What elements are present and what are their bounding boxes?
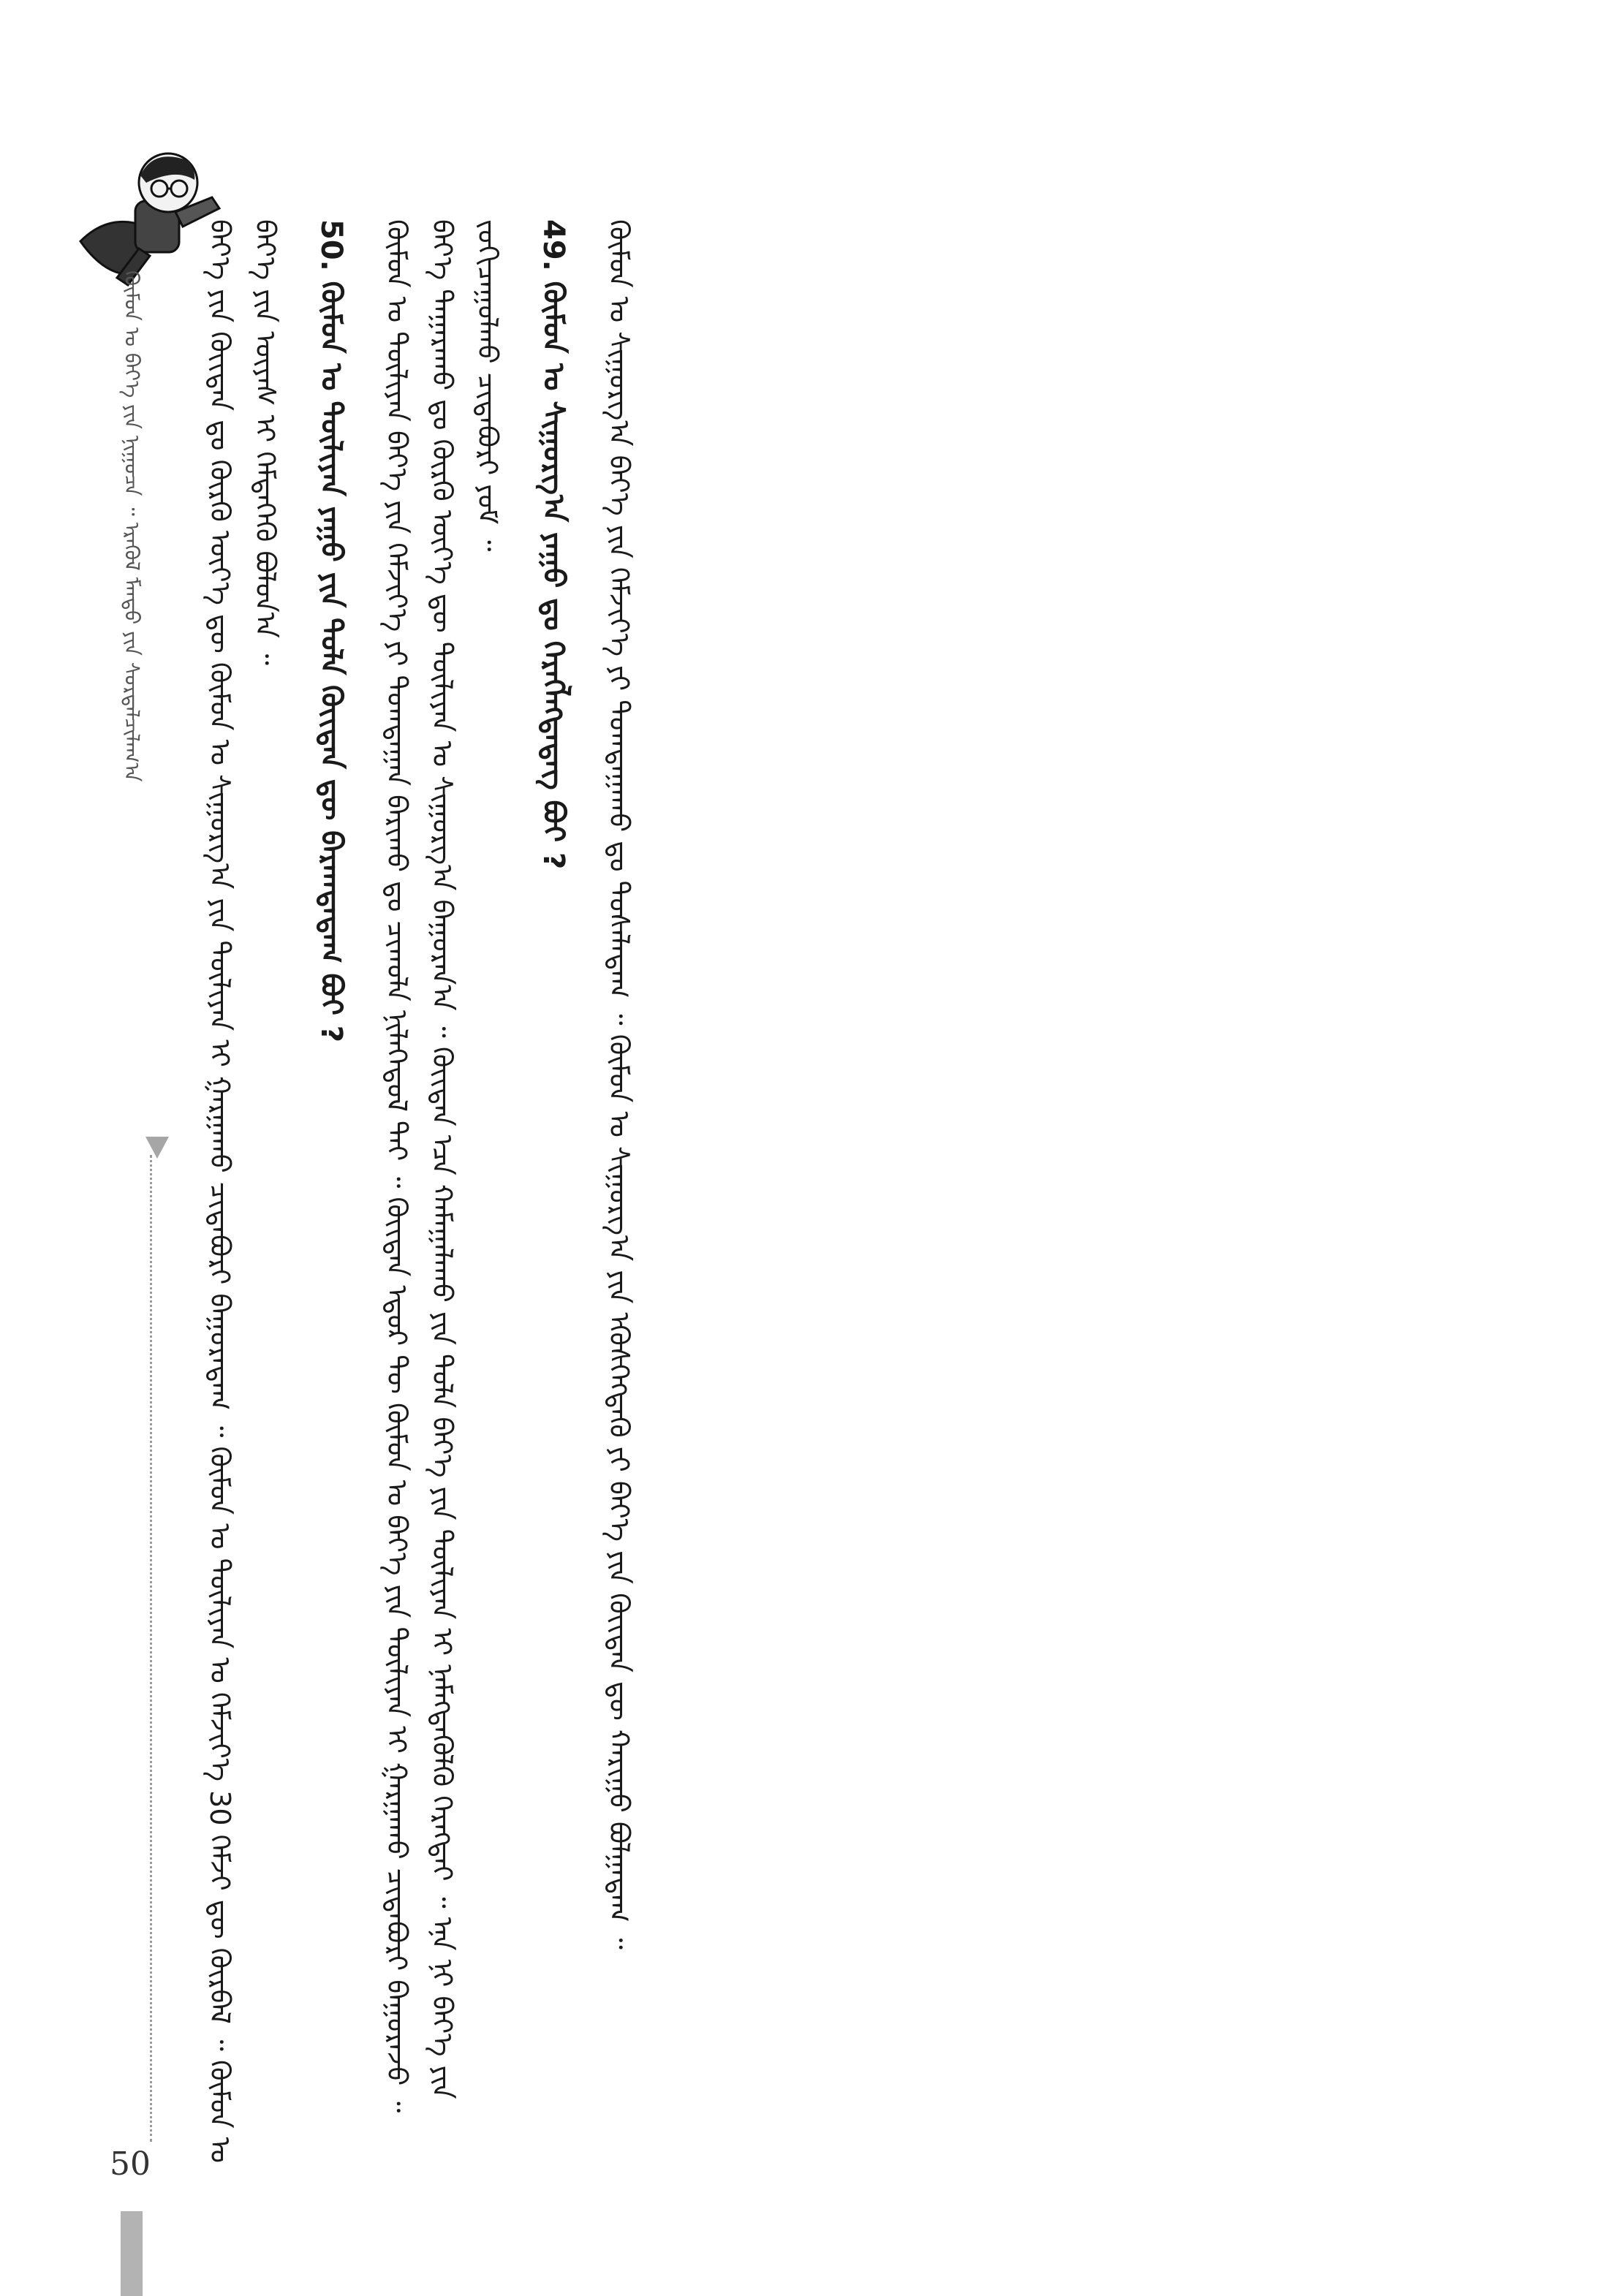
- main-text-block: [197, 219, 1338, 2178]
- question-49-heading: 49. ᠬᠦᠮᠦᠨ ᠤ ᠰᠢᠭᠤᠷᠭ᠎ᠠ ᠶᠠᠭᠤ ᠳᠤ ᠬᠡᠷᠡᠭᠯᠡᠭᠳᠡᠳᠡᠭ ᠪᠤᠢ ?: [537, 219, 570, 870]
- paragraph-1: ᠪᠡᠶ᠎ᠡ ᠶᠢᠨ ᠬᠦᠢᠲᠡᠨ ᠳᠤ ᠬᠦᠷᠬᠦ ᠦᠶ᠎ᠡ ᠳᠦ ᠬᠦᠮᠦᠨ ᠤ ᠰᠢᠭᠤᠷᠭ᠎ᠠ ᠶᠢᠨ ᠳᠦᠯᠢᠶᠡᠨ ᠢ ᠭᠠᠷᠭᠠᠬᠤ ᠴᠢᠳᠠᠪᠤᠷᠢ ᠪᠠᠭᠤᠷᠠᠳᠠᠭ ᠃ ᠬᠦᠮᠦᠨ ᠤ ᠳᠦᠯᠢᠶᠡᠨ ᠤ ᠬᠡᠮᠵᠢᠶ᠎ᠡ 30 ᠬᠡᠮᠵᠢ ᠳᠦ ᠬᠦᠷᠪᠡᠯ ᠃ ᠬᠦᠮᠦᠨ ᠤ ᠪᠡᠶ᠎ᠡ ᠶᠢᠨ ᠦᠶᠡᠰ ᠢ ᠭᠡᠮᠳᠡᠭᠡᠬᠦ ᠪᠣᠯᠤᠨ᠎ᠠ ᠃: [204, 219, 281, 2164]
- page-number: 50: [110, 2145, 151, 2183]
- dotted-divider: [150, 1155, 152, 2142]
- question-50-heading: 50. ᠬᠦᠮᠦᠨ ᠤ ᠳᠦᠯᠢᠶᠡᠨ ᠶᠠᠭᠤ ᠶᠢᠨ ᠲᠤᠯᠠ ᠬᠦᠢᠲᠡᠨ ᠳᠦ ᠪᠠᠷᠠᠭᠳᠠᠳᠠᠭ ᠪᠤᠢ ?: [314, 219, 348, 1043]
- page-edge-bar: [121, 2211, 143, 2296]
- paragraph-3: ᠬᠦᠮᠦᠨ ᠤ ᠰᠢᠭᠤᠷᠭ᠎ᠠ ᠪᠡᠶ᠎ᠡ ᠶᠢᠨ ᠬᠡᠮᠵᠢᠶ᠎ᠡ ᠶᠢ ᠲᠣᠭᠲᠠᠭᠠᠬᠤ ᠳᠤ ᠲᠤᠰᠠᠯᠠᠳᠠᠭ ᠃ ᠬᠦᠮᠦᠨ ᠤ ᠰᠢᠭᠤᠷᠭ᠎ᠠ ᠶᠢᠨ ᠡᠭᠦᠰᠭᠡᠭᠳᠡᠬᠦ ᠶᠢ ᠪᠡᠶ᠎ᠡ ᠶᠢᠨ ᠬᠦᠢᠲᠡᠨ ᠳᠦ ᠬᠠᠷᠢᠭᠤ ᠪᠣᠯᠭᠠᠳᠠᠭ ᠃: [603, 219, 635, 1950]
- running-header: ᠬᠦᠮᠦᠨ ᠤ ᠪᠡᠶ᠎ᠡ ᠶᠢᠨ ᠨᠢᠭᠤᠴᠠ ᠃ ᠡᠷᠡᠭᠦᠯ ᠮᠡᠨᠳᠦ ᠶᠢᠨ ᠰᠤᠷᠲᠠᠯᠴᠢᠯᠠᠭ᠎ᠠ: [120, 270, 144, 782]
- triangle-marker-icon: [145, 1137, 169, 1159]
- paragraph-2: ᠬᠦᠮᠦᠨ ᠤ ᠳᠦᠯᠢᠶᠡᠨ ᠪᠡᠶ᠎ᠡ ᠶᠢᠨ ᠬᠡᠮᠵᠢᠶ᠎ᠡ ᠶᠢ ᠲᠣᠭᠲᠠᠭᠠᠨ ᠪᠠᠷᠢᠬᠤ ᠳᠤ ᠴᠢᠬᠤᠯᠠ ᠨᠢᠯᠡᠭᠡᠳᠦᠯ ᠲᠠᠢ ᠃ ᠬᠦᠢᠲᠡᠨ ᠡᠳᠦᠷ ᠲᠦ ᠬᠦᠮᠦᠨ ᠤ ᠪᠡᠶ᠎ᠡ ᠶᠢᠨ ᠳᠦᠯᠢᠶᠡᠨ ᠢ ᠭᠠᠷᠭᠠᠬᠤ ᠴᠢᠳᠠᠪᠤᠷᠢ ᠪᠠᠭᠤᠷᠠᠵᠤ ᠃ ᠪᠡᠶ᠎ᠡ ᠳᠠᠭᠠᠷᠠᠬᠤ ᠳᠤ ᠬᠦᠷᠬᠦ ᠦᠶ᠎ᠡ ᠳᠦ ᠳᠦᠯᠢᠶᠡᠨ ᠤ ᠰᠢᠭᠤᠷᠭ᠎ᠠ ᠪᠠᠭᠤᠷᠠᠨ᠎ᠠ ᠃ ᠬᠦᠢᠲᠡᠨ ᠡᠴᠡ ᠬᠠᠮᠠᠭᠠᠯᠠᠬᠤ ᠶᠢᠨ ᠲᠤᠯᠠ ᠪᠡᠶ᠎ᠡ ᠶᠢᠨ ᠳᠦᠯᠢᠶᠡᠨ ᠢ ᠨᠡᠮᠡᠭᠳᠡᠭᠦᠯᠬᠦ ᠬᠡᠷᠡᠭᠲᠡᠶ ᠃ ᠡᠨᠡ ᠨᠢ ᠪᠡᠶ᠎ᠡ ᠶᠢᠨ ᠵᠣᠬᠢᠴᠠᠭᠤᠯᠬᠤ ᠴᠢᠳᠠᠪᠤᠷᠢ ᠶᠤᠮ ᠃: [381, 219, 504, 2113]
